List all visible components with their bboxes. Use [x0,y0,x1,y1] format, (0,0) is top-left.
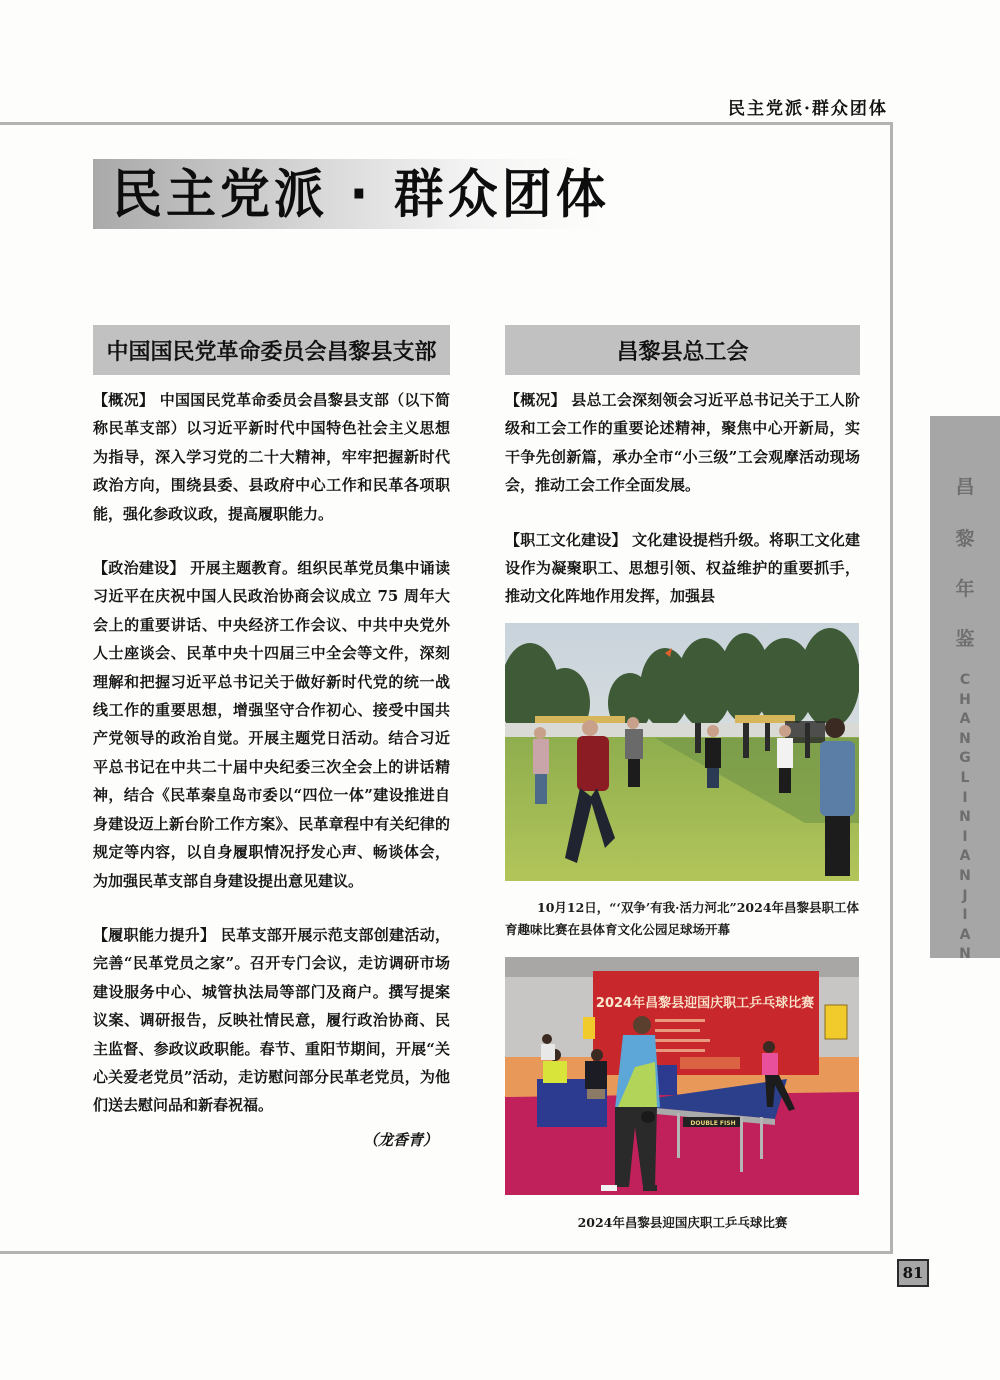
side-tab-letter: J [962,887,968,904]
side-tab-char: 昌 [955,476,975,498]
side-tab-letter: I [962,828,968,845]
side-thumb-tab [930,416,1000,963]
right-column-body [505,386,860,611]
paragraph-political [93,554,450,895]
section-header-union: 昌黎县总工会 [505,325,860,375]
left-column-body [93,386,450,1154]
page-number: 81 [897,1259,929,1287]
paragraph-tag: 【职工文化建设】 [505,530,627,549]
author-credit: （龙香青） [362,1130,438,1149]
paragraph-tag: 【概况】 [505,391,566,409]
paragraph-text: 县总工会深刻领会习近平总书记关于工人阶级和工会工作的重要论述精神，聚焦中心开新局，实干争先创新篇，承办全市“小三级”工会观摩活动现场会，推动工会工作全面发展。 [505,391,860,495]
side-tab-letter: A [959,711,971,728]
side-tab-letter: A [959,926,971,943]
side-tab-letter: C [959,672,971,688]
side-tab-letter: L [960,769,970,786]
side-tab-char: 黎 [955,528,975,550]
side-tab-letter: N [959,867,971,884]
side-tab-char: 鉴 [955,628,975,650]
chapter-title: 民主党派 · 群众团体 [112,163,610,225]
side-tab-letter: N [959,946,971,963]
paragraph-overview [505,386,860,500]
paragraph-culture [505,526,860,611]
side-tab-char: 年 [955,578,975,600]
photo2-caption: 2024年昌黎县迎国庆职工乒乓球比赛 [577,1215,788,1230]
side-tab-letter: I [962,789,968,806]
paragraph-tag: 【概况】 [93,391,155,409]
side-tab-letter: N [959,730,971,747]
paragraph-text: 民革支部开展示范支部创建活动，完善“民革党员之家”。召开专门会议，走访调研市场建设服务中心、城管执法局等部门及商户。撰写提案议案、调研报告，反映社情民意，履行政治协商、民主监督、参政议政职能。春节、重阳节期间，开展“关心关爱老党员”活动，走访慰问部分民革老党员，为他们送去慰问品和新春祝福。 [93,925,450,1115]
side-tab-letter: G [959,750,971,767]
football-field-image [505,623,859,881]
table-brand: DOUBLE FISH [690,1120,736,1127]
side-tab-english [930,671,1000,965]
side-tab-letter: H [959,691,971,708]
paragraph-capacity [93,921,450,1120]
photo-football-field [505,623,859,881]
paragraph-text: 开展主题教育。组织民革党员集中诵读习近平在庆祝中国人民政治协商会议成立 75 周年大会上的重要讲话、中央经济工作会议、中共中央党外人士座谈会、民革中央十四届三中全会等文件，深刻理解和把握习近平总书记关于做好新时代党的统一战线工作的重要思想，增强坚守合作初心、接受中国共产党领导的政治自觉。开展主题党日活动。结合习近平总书记在中共二十届中央纪委三次全会上的讲话精神，结合《民革秦皇岛市委以“四位一体”建设推进自身建设迈上新台阶工作方案》、民革章程中有关纪律的规定等内容，以自身履职情况抒发心声、畅谈体会，为加强民革支部自身建设提出意见建议。 [93,559,450,890]
paragraph-text: 文化建设提档升级。将职工文化建设作为凝聚职工、思想引领、权益维护的重要抓手，推动文化阵地作用发挥，加强县 [505,530,860,606]
table-tennis-image [505,957,859,1195]
paragraph-tag: 【履职能力提升】 [93,925,216,944]
side-tab-letter: A [959,848,971,865]
running-head: 民主党派·群众团体 [728,99,888,119]
side-tab-letter: I [962,907,968,924]
photo1-caption: 10月12日，“‘双争’有我·活力河北”2024年昌黎县职工体育趣味比赛在县体育文化公园足球场开幕 [505,900,860,937]
paragraph-overview [93,386,450,528]
paragraph-tag: 【政治建设】 [93,559,185,578]
side-tab-letter: N [959,809,971,826]
banner-text: 2024年昌黎县迎国庆职工乒乓球比赛 [595,996,815,1011]
paragraph-text: 中国国民党革命委员会昌黎县支部（以下简称民革支部）以习近平新时代中国特色社会主义思想为指导，深入学习党的二十大精神，牢牢把握新时代政治方向，围绕县委、县政府中心工作和民革各项职能，强化参政议政，提高履职能力。 [93,391,450,523]
photo-table-tennis [505,957,859,1195]
section-header-minge: 中国国民党革命委员会昌黎县支部 [93,325,450,375]
